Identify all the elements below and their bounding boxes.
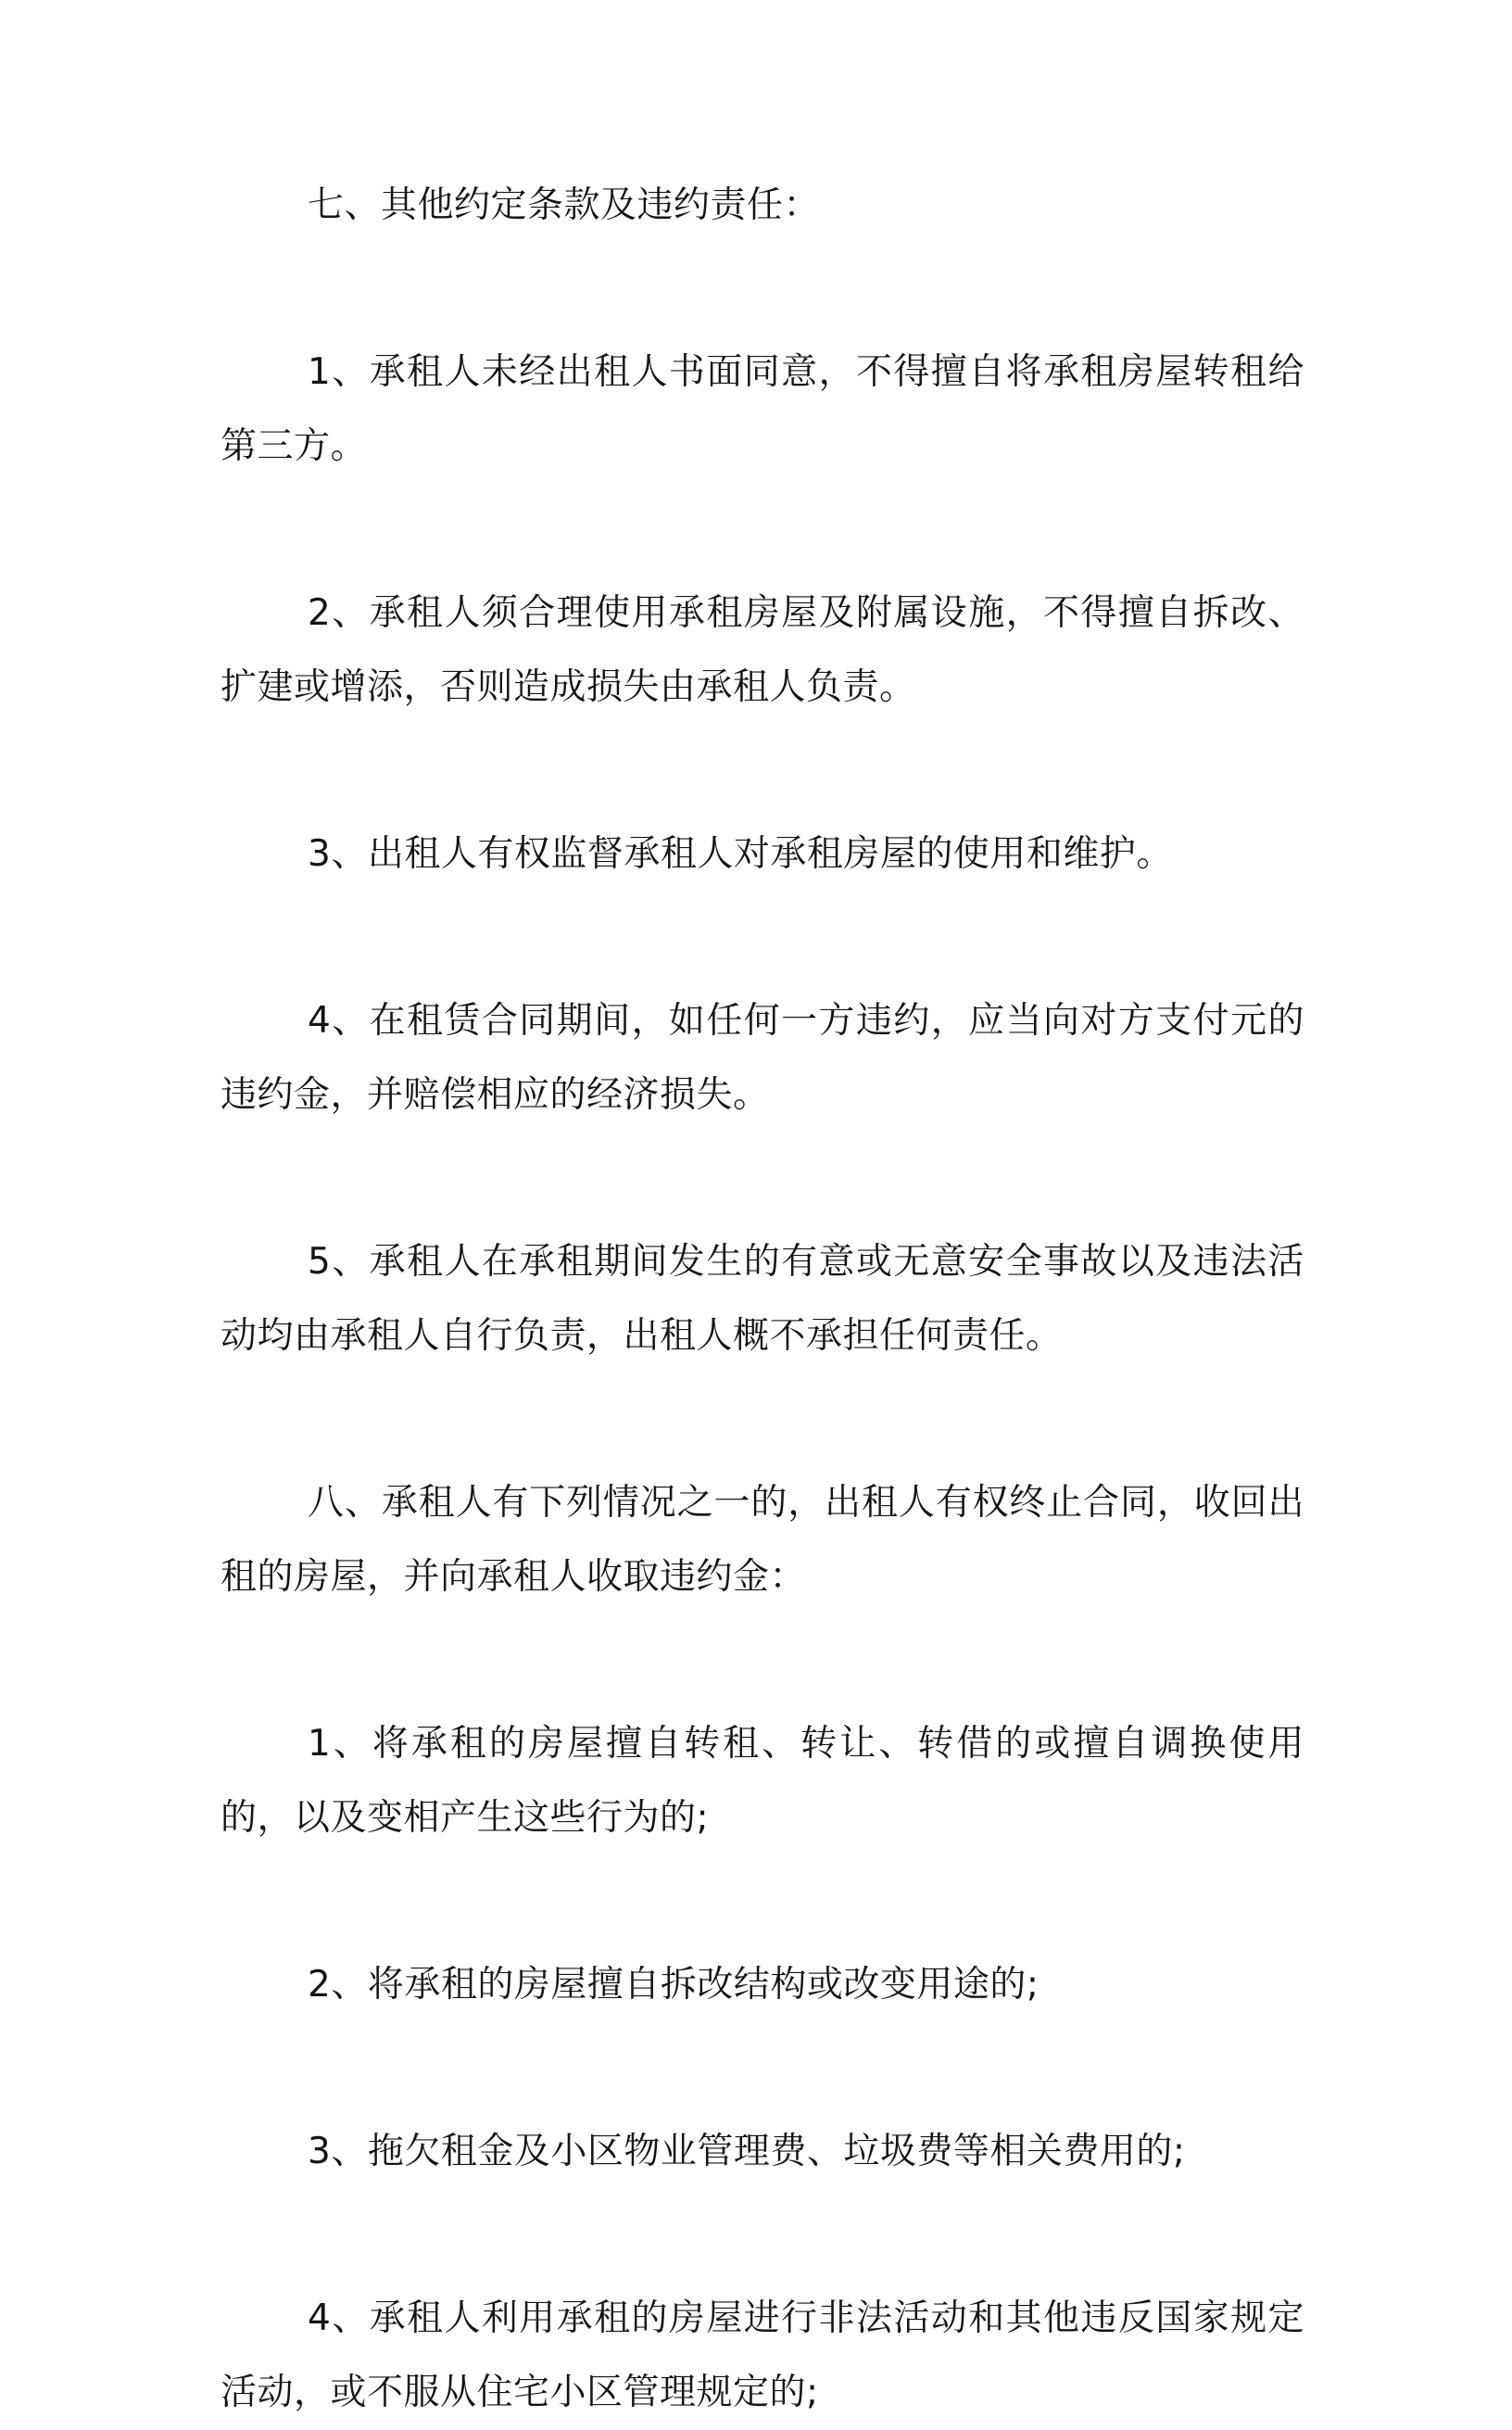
section-8-heading: 八、承租人有下列情况之一的，出租人有权终止合同，收回出租的房屋，并向承租人收取违约金： [220,1482,1304,1598]
section-8-clause-1: 1、将承租的房屋擅自转租、转让、转借的或擅自调换使用的，以及变相产生这些行为的; [220,1723,1304,1839]
section-8-clause-2: 2、将承租的房屋擅自拆改结构或改变用途的; [308,1964,1040,2006]
section-7-clause-3: 3、出租人有权监督承租人对承租房屋的使用和维护。 [308,833,1173,875]
section-7-heading: 七、其他约定条款及违约责任： [308,184,821,226]
section-7-clause-1: 1、承租人未经出租人书面同意，不得擅自将承租房屋转租给第三方。 [220,351,1304,467]
section-7-clause-4: 4、在租赁合同期间，如任何一方违约，应当向对方支付元的违约金，并赔偿相应的经济损失。 [220,1000,1304,1116]
section-8-clause-3: 3、拖欠租金及小区物业管理费、垃圾费等相关费用的; [308,2131,1186,2172]
section-7-clause-2: 2、承租人须合理使用承租房屋及附属设施，不得擅自拆改、扩建或增添，否则造成损失由承租人负责。 [220,592,1304,708]
section-8-clause-4: 4、承租人利用承租的房屋进行非法活动和其他违反国家规定活动，或不服从住宅小区管理规定的; [220,2297,1304,2413]
document-body [220,169,1304,2430]
section-7-clause-5: 5、承租人在承租期间发生的有意或无意安全事故以及违法活动均由承租人自行负责，出租人概不承担任何责任。 [220,1241,1304,1357]
